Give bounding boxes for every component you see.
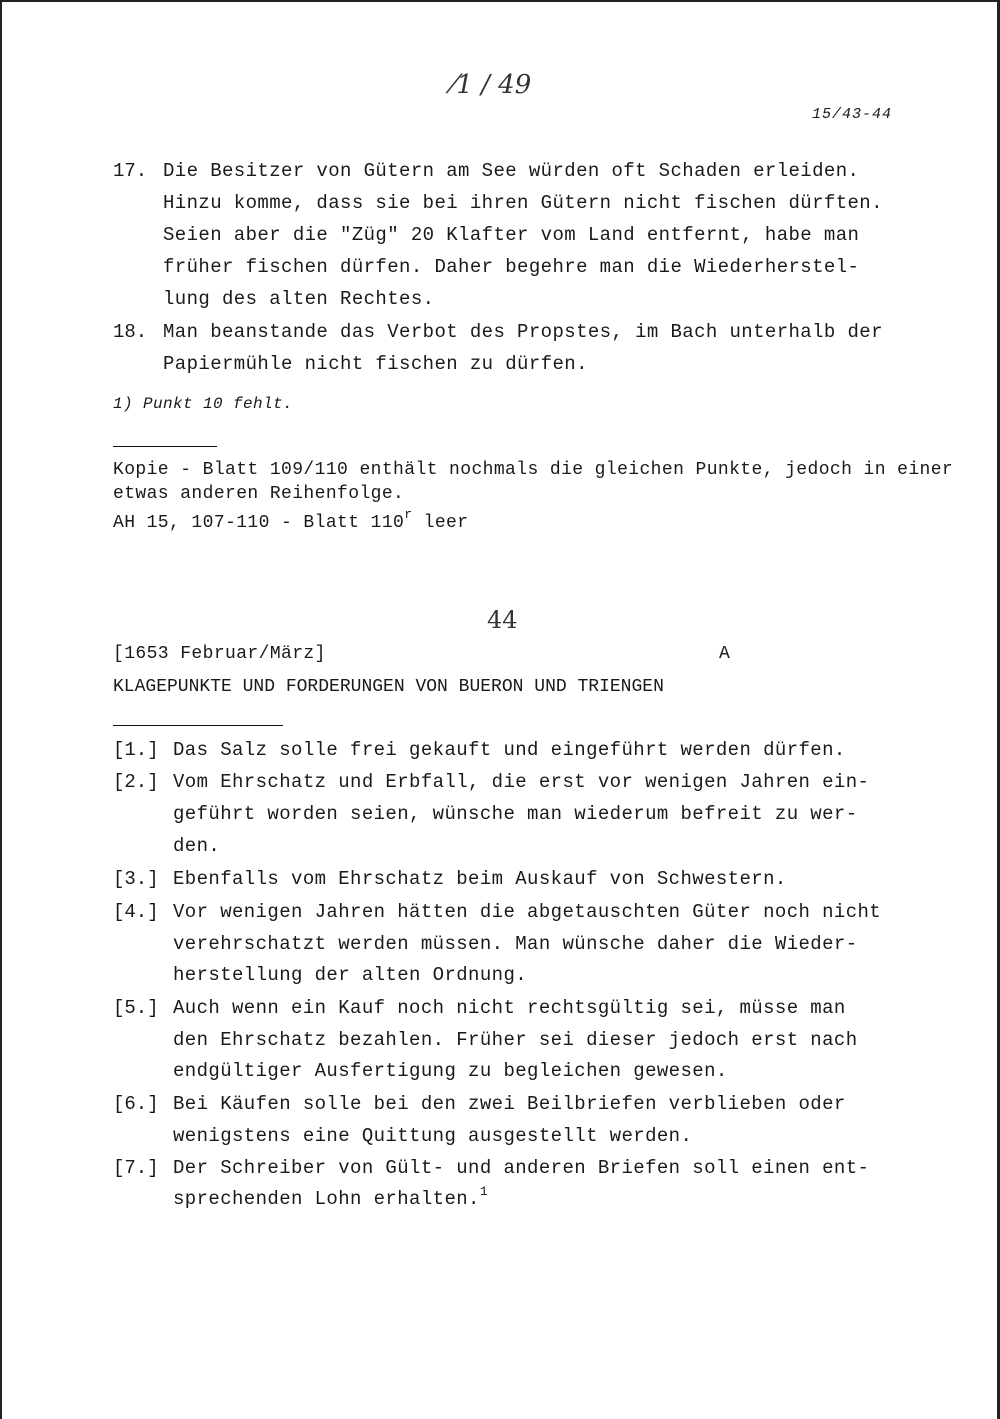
point-5-line: den Ehrschatz bezahlen. Früher sei dieser jedoch erst nach (173, 1029, 858, 1051)
document-title: KLAGEPUNKTE UND FORDERUNGEN VON BUERON UND TRIENGEN (113, 677, 664, 697)
title-divider (113, 725, 283, 726)
point-1-number: [1.] (113, 739, 159, 761)
point-6-line: Bei Käufen solle bei den zwei Beilbriefen verblieben oder (173, 1093, 846, 1115)
note-divider (113, 446, 217, 447)
scan-border-top (0, 0, 1000, 2)
point-4-line: Vor wenigen Jahren hätten die abgetauschten Güter noch nicht (173, 901, 882, 923)
point-4-number: [4.] (113, 901, 159, 923)
section-17-line: lung des alten Rechtes. (163, 288, 435, 310)
document-type-letter: A (719, 644, 731, 664)
editorial-note-line: etwas anderen Reihenfolge. (113, 484, 405, 504)
footnote-1: 1) Punkt 10 fehlt. (113, 395, 294, 413)
handwritten-folio-number: ⁄1 / 49 (452, 70, 532, 100)
source-reference-suffix: leer (412, 513, 469, 533)
document-number: 44 (487, 606, 518, 634)
point-5-line: Auch wenn ein Kauf noch nicht rechtsgültig sei, müsse man (173, 997, 846, 1019)
source-reference-sup: r (404, 507, 413, 522)
source-reference-prefix: AH 15, 107-110 - Blatt 110 (113, 513, 405, 533)
section-17-line: Seien aber die "Züg" 20 Klafter vom Land entfernt, habe man (163, 224, 860, 246)
point-5-number: [5.] (113, 997, 159, 1019)
point-7-number: [7.] (113, 1157, 159, 1179)
point-5-line: endgültiger Ausfertigung zu begleichen gewesen. (173, 1060, 728, 1082)
point-1-line: Das Salz solle frei gekauft und eingeführt werden dürfen. (173, 739, 846, 761)
point-2-line: den. (173, 835, 221, 857)
point-2-line: geführt worden seien, wünsche man wiederum befreit zu wer- (173, 803, 858, 825)
point-2-number: [2.] (113, 771, 159, 793)
point-7-line-last (173, 1184, 489, 1210)
section-18-line: Papiermühle nicht fischen zu dürfen. (163, 353, 588, 375)
point-7-footnote-marker: 1 (479, 1184, 489, 1199)
section-17-line: früher fischen dürfen. Daher begehre man die Wiederherstel- (163, 256, 860, 278)
point-4-line: verehrschatzt werden müssen. Man wünsche daher die Wieder- (173, 933, 858, 955)
point-7-line: Der Schreiber von Gült- und anderen Briefen soll einen ent- (173, 1157, 870, 1179)
point-7-line: sprechenden Lohn erhalten. (173, 1188, 480, 1210)
section-17-line: Die Besitzer von Gütern am See würden oft Schaden erleiden. (163, 160, 860, 182)
scan-border-left (0, 0, 2, 1419)
section-17-line: Hinzu komme, dass sie bei ihren Gütern nicht fischen dürften. (163, 192, 883, 214)
point-3-line: Ebenfalls vom Ehrschatz beim Auskauf von Schwestern. (173, 868, 787, 890)
point-2-line: Vom Ehrschatz und Erbfall, die erst vor wenigen Jahren ein- (173, 771, 870, 793)
section-17-number: 17. (113, 160, 148, 182)
point-3-number: [3.] (113, 868, 159, 890)
section-18-line: Man beanstande das Verbot des Propstes, im Bach unterhalb der (163, 321, 883, 343)
reference-number: 15/43-44 (812, 106, 893, 123)
editorial-note-line: Kopie - Blatt 109/110 enthält nochmals die gleichen Punkte, jedoch in einer (113, 460, 954, 480)
section-18-number: 18. (113, 321, 148, 343)
point-6-line: wenigstens eine Quittung ausgestellt werden. (173, 1125, 693, 1147)
source-reference (113, 507, 469, 533)
point-4-line: herstellung der alten Ordnung. (173, 964, 528, 986)
document-date: [1653 Februar/März] (113, 644, 326, 664)
point-6-number: [6.] (113, 1093, 159, 1115)
